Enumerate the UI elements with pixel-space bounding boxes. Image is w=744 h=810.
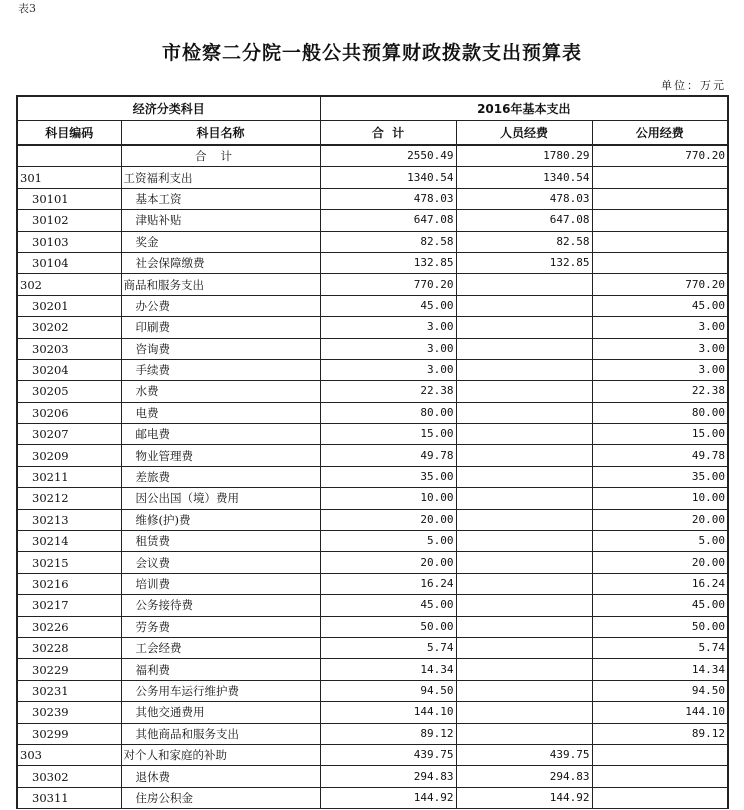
header-basic-expenditure: 2016年基本支出: [320, 96, 728, 121]
table-row: [17, 359, 728, 380]
cell-code: 30207: [17, 424, 121, 445]
header-economic-category: 经济分类科目: [17, 96, 320, 121]
cell-total: 132.85: [320, 252, 456, 273]
table-row: [17, 702, 728, 723]
cell-personnel: [456, 338, 592, 359]
cell-total: 1340.54: [320, 167, 456, 188]
cell-code: 30211: [17, 466, 121, 487]
cell-total: 770.20: [320, 274, 456, 295]
cell-code: 30216: [17, 573, 121, 594]
cell-personnel: [456, 274, 592, 295]
cell-code: 30213: [17, 509, 121, 530]
table-row: [17, 231, 728, 252]
cell-total: 3.00: [320, 317, 456, 338]
cell-code: 30212: [17, 488, 121, 509]
cell-public: [592, 787, 728, 808]
cell-personnel: [456, 509, 592, 530]
cell-public: 45.00: [592, 595, 728, 616]
table-row: [17, 680, 728, 701]
cell-total: 82.58: [320, 231, 456, 252]
cell-personnel: [456, 595, 592, 616]
cell-public: 3.00: [592, 359, 728, 380]
cell-total: 22.38: [320, 381, 456, 402]
cell-code: 30302: [17, 766, 121, 787]
cell-total: 89.12: [320, 723, 456, 744]
cell-code: 30228: [17, 637, 121, 658]
cell-name: 奖金: [121, 231, 320, 252]
cell-code: 30206: [17, 402, 121, 423]
cell-name: 对个人和家庭的补助: [121, 744, 320, 765]
cell-personnel: [456, 659, 592, 680]
cell-public: [592, 766, 728, 787]
table-row: [17, 295, 728, 316]
table-row: [17, 744, 728, 765]
table-row: [17, 424, 728, 445]
cell-name: 商品和服务支出: [121, 274, 320, 295]
cell-personnel: [456, 616, 592, 637]
table-row: [17, 145, 728, 167]
cell-public: 20.00: [592, 552, 728, 573]
cell-total: 3.00: [320, 359, 456, 380]
table-row: [17, 787, 728, 808]
cell-code: 303: [17, 744, 121, 765]
header-column-row: [17, 121, 728, 146]
cell-name: 手续费: [121, 359, 320, 380]
cell-personnel: [456, 702, 592, 723]
cell-code: 30217: [17, 595, 121, 616]
table-row: [17, 252, 728, 273]
cell-total: 45.00: [320, 295, 456, 316]
cell-code: 30231: [17, 680, 121, 701]
table-header: [17, 96, 728, 145]
cell-name: 差旅费: [121, 466, 320, 487]
cell-total: 49.78: [320, 445, 456, 466]
cell-name: 培训费: [121, 573, 320, 594]
cell-name: 公务用车运行维护费: [121, 680, 320, 701]
cell-name: 基本工资: [121, 188, 320, 209]
cell-personnel: 647.08: [456, 210, 592, 231]
cell-personnel: [456, 637, 592, 658]
table-row: [17, 766, 728, 787]
cell-public: [592, 231, 728, 252]
cell-name: 其他商品和服务支出: [121, 723, 320, 744]
cell-public: 144.10: [592, 702, 728, 723]
cell-code: 302: [17, 274, 121, 295]
header-total: 合 计: [320, 121, 456, 146]
cell-code: 30311: [17, 787, 121, 808]
cell-name: 福利费: [121, 659, 320, 680]
cell-public: [592, 252, 728, 273]
cell-personnel: 1780.29: [456, 145, 592, 167]
cell-name: 维修(护)费: [121, 509, 320, 530]
cell-public: 22.38: [592, 381, 728, 402]
cell-code: 30203: [17, 338, 121, 359]
cell-public: 15.00: [592, 424, 728, 445]
cell-name: 办公费: [121, 295, 320, 316]
table-row: [17, 488, 728, 509]
cell-personnel: [456, 552, 592, 573]
cell-public: 16.24: [592, 573, 728, 594]
cell-name: 印刷费: [121, 317, 320, 338]
table-row: [17, 317, 728, 338]
cell-personnel: [456, 402, 592, 423]
cell-public: [592, 744, 728, 765]
cell-public: 45.00: [592, 295, 728, 316]
table-row: [17, 338, 728, 359]
cell-total: 35.00: [320, 466, 456, 487]
table-row: [17, 188, 728, 209]
cell-personnel: 1340.54: [456, 167, 592, 188]
cell-total: 14.34: [320, 659, 456, 680]
cell-name: 物业管理费: [121, 445, 320, 466]
cell-code: 30209: [17, 445, 121, 466]
cell-total: 50.00: [320, 616, 456, 637]
cell-total: 15.00: [320, 424, 456, 445]
cell-total: 294.83: [320, 766, 456, 787]
cell-code: [17, 145, 121, 167]
cell-name: 工会经费: [121, 637, 320, 658]
cell-name: 水费: [121, 381, 320, 402]
cell-personnel: [456, 488, 592, 509]
cell-code: 30103: [17, 231, 121, 252]
cell-name: 社会保障缴费: [121, 252, 320, 273]
cell-code: 30226: [17, 616, 121, 637]
cell-public: 94.50: [592, 680, 728, 701]
table-row: [17, 659, 728, 680]
cell-public: 5.00: [592, 531, 728, 552]
header-group-row: [17, 96, 728, 121]
cell-code: 30102: [17, 210, 121, 231]
cell-name: 津贴补贴: [121, 210, 320, 231]
table-row: [17, 723, 728, 744]
cell-personnel: 132.85: [456, 252, 592, 273]
header-name: 科目名称: [121, 121, 320, 146]
cell-total: 439.75: [320, 744, 456, 765]
cell-personnel: [456, 680, 592, 701]
cell-personnel: 82.58: [456, 231, 592, 252]
cell-total: 2550.49: [320, 145, 456, 167]
cell-code: 30202: [17, 317, 121, 338]
cell-name: 会议费: [121, 552, 320, 573]
cell-public: 14.34: [592, 659, 728, 680]
cell-total: 5.74: [320, 637, 456, 658]
cell-name: 咨询费: [121, 338, 320, 359]
cell-personnel: [456, 317, 592, 338]
table-row: [17, 637, 728, 658]
cell-total: 45.00: [320, 595, 456, 616]
cell-public: 10.00: [592, 488, 728, 509]
cell-public: 50.00: [592, 616, 728, 637]
cell-name: 电费: [121, 402, 320, 423]
cell-public: 20.00: [592, 509, 728, 530]
cell-public: [592, 210, 728, 231]
table-body: [17, 145, 728, 809]
table-row: [17, 210, 728, 231]
table-number: 表3: [18, 2, 36, 15]
cell-personnel: 294.83: [456, 766, 592, 787]
cell-code: 30201: [17, 295, 121, 316]
header-personnel: 人员经费: [456, 121, 592, 146]
cell-personnel: [456, 381, 592, 402]
budget-table: [16, 95, 729, 809]
cell-personnel: 478.03: [456, 188, 592, 209]
table-row: [17, 381, 728, 402]
table-row: [17, 616, 728, 637]
cell-personnel: [456, 295, 592, 316]
cell-name: 公务接待费: [121, 595, 320, 616]
cell-public: 770.20: [592, 145, 728, 167]
cell-total: 144.10: [320, 702, 456, 723]
cell-personnel: [456, 531, 592, 552]
cell-total: 20.00: [320, 509, 456, 530]
cell-name: 退休费: [121, 766, 320, 787]
cell-code: 301: [17, 167, 121, 188]
cell-name: 其他交通费用: [121, 702, 320, 723]
cell-code: 30101: [17, 188, 121, 209]
page-title: 市检察二分院一般公共预算财政拨款支出预算表: [161, 42, 582, 64]
cell-code: 30215: [17, 552, 121, 573]
cell-total: 478.03: [320, 188, 456, 209]
cell-personnel: [456, 424, 592, 445]
cell-public: [592, 188, 728, 209]
cell-total: 80.00: [320, 402, 456, 423]
cell-code: 30229: [17, 659, 121, 680]
header-public: 公用经费: [592, 121, 728, 146]
cell-personnel: [456, 445, 592, 466]
cell-total: 10.00: [320, 488, 456, 509]
cell-public: 3.00: [592, 317, 728, 338]
cell-total: 20.00: [320, 552, 456, 573]
cell-code: 30104: [17, 252, 121, 273]
table-row: [17, 552, 728, 573]
cell-name: 合计: [121, 145, 320, 167]
cell-public: 5.74: [592, 637, 728, 658]
cell-name: 住房公积金: [121, 787, 320, 808]
cell-code: 30205: [17, 381, 121, 402]
table-row: [17, 445, 728, 466]
cell-name: 因公出国（境）费用: [121, 488, 320, 509]
cell-personnel: [456, 359, 592, 380]
table-row: [17, 466, 728, 487]
cell-code: 30299: [17, 723, 121, 744]
cell-public: 80.00: [592, 402, 728, 423]
cell-total: 16.24: [320, 573, 456, 594]
cell-name: 工资福利支出: [121, 167, 320, 188]
cell-personnel: [456, 723, 592, 744]
cell-name: 邮电费: [121, 424, 320, 445]
table-row: [17, 402, 728, 423]
cell-public: 770.20: [592, 274, 728, 295]
cell-total: 3.00: [320, 338, 456, 359]
cell-personnel: 439.75: [456, 744, 592, 765]
cell-public: 35.00: [592, 466, 728, 487]
cell-public: [592, 167, 728, 188]
cell-total: 144.92: [320, 787, 456, 808]
cell-name: 租赁费: [121, 531, 320, 552]
table-row: [17, 167, 728, 188]
cell-personnel: [456, 573, 592, 594]
header-code: 科目编码: [17, 121, 121, 146]
cell-public: 3.00: [592, 338, 728, 359]
cell-public: 49.78: [592, 445, 728, 466]
table-row: [17, 595, 728, 616]
cell-total: 647.08: [320, 210, 456, 231]
cell-public: 89.12: [592, 723, 728, 744]
table-row: [17, 531, 728, 552]
unit-label: 单位：万元: [661, 79, 726, 92]
cell-personnel: [456, 466, 592, 487]
table-row: [17, 573, 728, 594]
table-row: [17, 509, 728, 530]
cell-total: 94.50: [320, 680, 456, 701]
cell-code: 30214: [17, 531, 121, 552]
cell-total: 5.00: [320, 531, 456, 552]
cell-personnel: 144.92: [456, 787, 592, 808]
cell-code: 30239: [17, 702, 121, 723]
table-row: [17, 274, 728, 295]
cell-name: 劳务费: [121, 616, 320, 637]
cell-code: 30204: [17, 359, 121, 380]
